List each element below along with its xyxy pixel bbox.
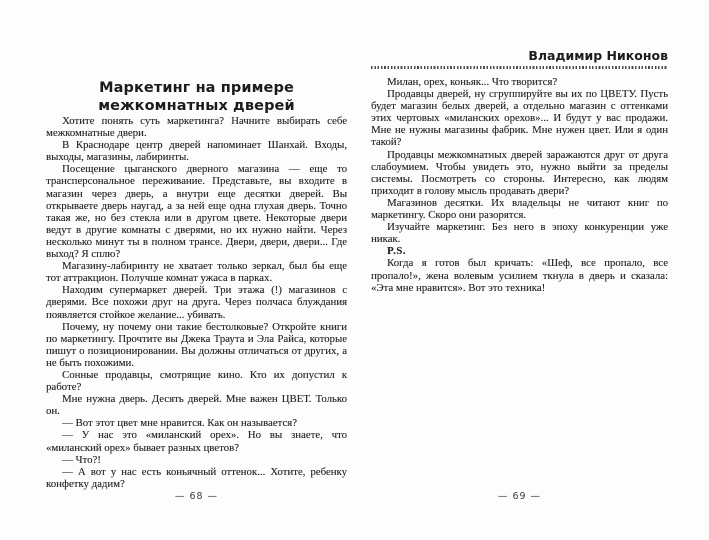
- dialogue-paragraph: — А вот у нас есть коньячный оттенок... Хотите, ребенку конфетку дадим?: [46, 465, 347, 490]
- dialogue-paragraph: — Вот этот цвет мне нравится. Как он называется?: [62, 417, 297, 430]
- page-number-right: — 69 —: [497, 491, 542, 502]
- body-paragraph: Магазину-лабиринту не хватает только зеркал, был бы еще тот аттракцион. Получше комнат ужаса в парках.: [46, 260, 347, 285]
- author-header: Владимир Никонов: [528, 48, 668, 63]
- body-paragraph: Милан, орех, коньяк... Что творится?: [387, 76, 558, 88]
- body-paragraph: Магазинов десятки. Их владельцы не читают книг по маркетингу. Скоро они разорятся.: [371, 196, 668, 222]
- chapter-title-line-2: межкомнатных дверей: [98, 98, 295, 114]
- ps-label: P.S.: [387, 245, 407, 258]
- body-paragraph: Хотите понять суть маркетинга? Начните выбирать себе межкомнатные двери.: [46, 115, 347, 140]
- right-page: [371, 0, 668, 540]
- body-paragraph: Посещение цыганского дверного магазина — еще то трансперсональное переживание. Представьте, вы входите в магазин через дверь, а внутри еще десятки дверей. Вы открываете дверь наугад, а за ней еще одна глухая дверь. Точно такая же, но без стекла или в другом цвете. Некоторые двери ведут в другие комнаты с дверями, но их нужно найти. Через несколько минут ты в полном трансе. Двери, двери, двери... Где выход? Я сплю?: [46, 163, 347, 261]
- body-paragraph: Сонные продавцы, смотрящие кино. Кто их допустил к работе?: [46, 368, 347, 394]
- chapter-title: [46, 79, 347, 115]
- page-number-left: — 68 —: [174, 491, 219, 502]
- chapter-title-line-1: Маркетинг на примере: [99, 80, 294, 96]
- body-paragraph: Продавцы дверей, ну сгруппируйте вы их по ЦВЕТУ. Пусть будет магазин белых дверей, а отдельно магазин с оттенками этих чертовых «миланских орехов»... И будут у вас продажи. Мне не нужны магазины фабрик. Мне нужен цвет. Или я один такой?: [371, 88, 668, 149]
- body-paragraph: Мне нужна дверь. Десять дверей. Мне важен ЦВЕТ. Только он.: [46, 393, 347, 418]
- header-rule-divider: [371, 66, 668, 69]
- body-paragraph: Продавцы межкомнатных дверей заражаются друг от друга слабоумием. Чтобы увидеть это, нужно выйти за пределы системы. Посмотреть со стороны. Интересно, как людям приходит в голову мысль продавать двери?: [371, 148, 668, 197]
- ps-paragraph: Когда я готов был кричать: «Шеф, все пропало, все пропало!», жена волевым усилием ткнула в дверь и сказала: «Эта мне нравится». Вот это техника!: [371, 257, 668, 294]
- body-paragraph: Почему, ну почему они такие бестолковые? Откройте книги по маркетингу. Прочтите вы Джека Траута и Эла Райса, которые пишут о позиционировании. Вы должны отличаться от других, а не быть похожими.: [46, 320, 347, 369]
- right-page-body: [371, 76, 668, 294]
- body-paragraph: Изучайте маркетинг. Без него в эпоху конкуренции уже никак.: [371, 221, 668, 246]
- left-page-body: [46, 115, 347, 490]
- dialogue-paragraph: — Что?!: [62, 453, 101, 466]
- left-page: [46, 0, 347, 540]
- body-paragraph: Находим супермаркет дверей. Три этажа (!) магазинов с дверями. Все похожи друг на друга. Через полчаса блуждания появляется стойкое желание... убивать.: [46, 284, 347, 321]
- body-paragraph: В Краснодаре центр дверей напоминает Шанхай. Входы, выходы, магазины, лабиринты.: [46, 139, 347, 164]
- dialogue-paragraph: — У нас это «миланский орех». Но вы знаете, что «миланский орех» бывает разных цветов?: [46, 429, 347, 454]
